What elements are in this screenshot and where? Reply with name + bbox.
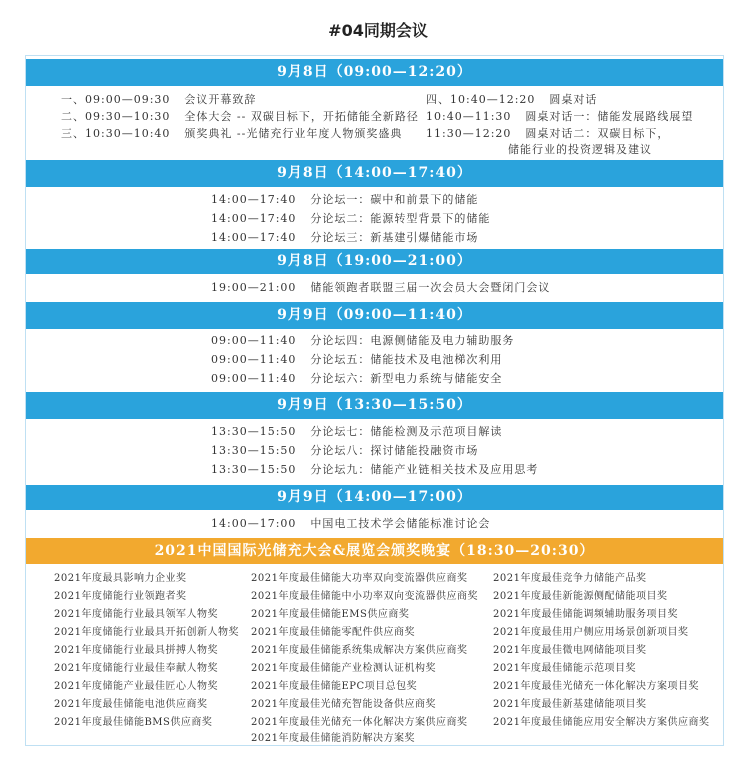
award-item: 2021年度最佳新能源侧配储能项目奖: [493, 591, 668, 602]
award-item: 2021年度最佳储能系统集成解决方案供应商奖: [251, 645, 468, 656]
agenda-title: 会议开幕致辞: [184, 93, 257, 106]
award-item: 2021年度储能产业最佳匠心人物奖: [54, 681, 218, 692]
award-item: 2021年度最佳光储充一体化解决方案项目奖: [493, 681, 699, 692]
award-item: 2021年度最佳储能应用安全解决方案供应商奖: [493, 717, 710, 728]
agenda-row: [211, 281, 550, 295]
section-header: 9月9日（13:30—15:50）: [26, 392, 723, 419]
agenda-row: [211, 334, 514, 348]
agenda-title: 储能领跑者联盟三届一次会员大会暨闭门会议: [310, 281, 551, 294]
agenda-title: 分论坛七：储能检测及示范项目解读: [310, 425, 503, 438]
agenda-title: 分论坛八：探讨储能投融资市场: [310, 444, 479, 457]
agenda-row: [426, 127, 669, 141]
agenda-row: [211, 517, 490, 531]
award-item: 2021年度最佳储能产业检测认证机构奖: [251, 663, 436, 674]
agenda-row: [426, 110, 693, 124]
award-item: 2021年度最佳储能调频辅助服务项目奖: [493, 609, 678, 620]
agenda-row: [61, 127, 402, 141]
award-item: 2021年度最佳储能EMS供应商奖: [251, 609, 410, 620]
award-item: 2021年度最具影响力企业奖: [54, 573, 187, 584]
agenda-time: 19:00—21:00: [211, 281, 297, 294]
agenda-title: 全体大会 -- 双碳目标下，开拓储能全新路径: [184, 110, 419, 123]
agenda-time: 14:00—17:40: [211, 231, 297, 244]
agenda-time: 14:00—17:00: [211, 517, 297, 530]
agenda-row: [211, 463, 538, 477]
agenda-time: 四、10:40—12:20: [426, 93, 536, 106]
section-header: 9月8日（09:00—12:20）: [26, 59, 723, 86]
agenda-row: [211, 444, 478, 458]
award-item: 2021年度储能行业最具开拓创新人物奖: [54, 627, 239, 638]
agenda-time: 09:00—11:40: [211, 353, 297, 366]
agenda-time: 二、09:30—10:30: [61, 110, 171, 123]
agenda-row: [211, 372, 502, 386]
agenda-title: 储能行业的投资逻辑及建议: [508, 143, 652, 156]
page-title: #04同期会议: [328, 21, 428, 40]
agenda-time: 10:40—11:30: [426, 110, 512, 123]
agenda-row: [61, 93, 256, 107]
award-item: 2021年度最佳储能BMS供应商奖: [54, 717, 213, 728]
agenda-row: [211, 353, 502, 367]
award-item: 2021年度最佳新基建储能项目奖: [493, 699, 647, 710]
award-item: 2021年度储能行业领跑者奖: [54, 591, 187, 602]
award-item: 2021年度最佳储能零配件供应商奖: [251, 627, 415, 638]
agenda-time: 一、09:00—09:30: [61, 93, 171, 106]
award-item: 2021年度最佳光储充一体化解决方案供应商奖: [251, 717, 468, 728]
agenda-title: 分论坛一：碳中和前景下的储能: [310, 193, 479, 206]
agenda-row: [426, 93, 597, 107]
agenda-title: 圆桌对话: [549, 93, 598, 106]
award-item: 2021年度储能行业最佳奉献人物奖: [54, 663, 218, 674]
award-item: 2021年度储能行业最具拼搏人物奖: [54, 645, 218, 656]
agenda-time: 09:00—11:40: [211, 372, 297, 385]
agenda-time: 13:30—15:50: [211, 463, 297, 476]
award-item: 2021年度最佳竞争力储能产品奖: [493, 573, 647, 584]
agenda-title: 颁奖典礼 --光储充行业年度人物颁奖盛典: [184, 127, 403, 140]
agenda-time: 09:00—11:40: [211, 334, 297, 347]
award-item: 2021年度储能行业最具领军人物奖: [54, 609, 218, 620]
award-item: 2021年度最佳储能大功率双向变流器供应商奖: [251, 573, 468, 584]
agenda-title: 分论坛九：储能产业链相关技术及应用思考: [310, 463, 539, 476]
agenda-time: 14:00—17:40: [211, 193, 297, 206]
agenda-row: [211, 231, 478, 245]
agenda-title: 分论坛二：能源转型背景下的储能: [310, 212, 491, 225]
agenda-time: 13:30—15:50: [211, 425, 297, 438]
award-item: 2021年度最佳储能电池供应商奖: [54, 699, 208, 710]
agenda-time: 14:00—17:40: [211, 212, 297, 225]
agenda-row: [61, 110, 419, 124]
section-header: 9月8日（19:00—21:00）: [26, 249, 723, 274]
agenda-row: [211, 425, 502, 439]
agenda-title: 分论坛五：储能技术及电池梯次利用: [310, 353, 503, 366]
agenda-title: 中国电工技术学会储能标准讨论会: [310, 517, 491, 530]
agenda-title: 分论坛四：电源侧储能及电力辅助服务: [310, 334, 515, 347]
agenda-title: 圆桌对话二：双碳目标下，: [525, 127, 670, 140]
award-item: 2021年度最佳光储充智能设备供应商奖: [251, 699, 436, 710]
schedule-frame: [25, 55, 724, 746]
agenda-time: 13:30—15:50: [211, 444, 297, 457]
agenda-title: 分论坛六：新型电力系统与储能安全: [310, 372, 503, 385]
agenda-title: 分论坛三：新基建引爆储能市场: [310, 231, 479, 244]
agenda-row: [211, 193, 478, 207]
award-item: 2021年度最佳储能EPC项目总包奖: [251, 681, 418, 692]
section-header: 9月8日（14:00—17:40）: [26, 160, 723, 187]
agenda-row: [508, 143, 652, 157]
award-item: 2021年度最佳储能中小功率双向变流器供应商奖: [251, 591, 478, 602]
award-item: 2021年度最佳储能示范项目奖: [493, 663, 636, 674]
award-item: 2021年度最佳用户侧应用场景创新项目奖: [493, 627, 689, 638]
award-item: 2021年度最佳微电网储能项目奖: [493, 645, 647, 656]
agenda-time: 11:30—12:20: [426, 127, 512, 140]
section-header: 9月9日（14:00—17:00）: [26, 485, 723, 510]
agenda-row: [211, 212, 490, 226]
section-header: 9月9日（09:00—11:40）: [26, 302, 723, 329]
agenda-title: 圆桌对话一：储能发展路线展望: [525, 110, 694, 123]
awards-header: 2021中国国际光储充大会&展览会颁奖晚宴（18:30—20:30）: [26, 538, 723, 564]
award-item: 2021年度最佳储能消防解决方案奖: [251, 733, 415, 744]
agenda-time: 三、10:30—10:40: [61, 127, 171, 140]
